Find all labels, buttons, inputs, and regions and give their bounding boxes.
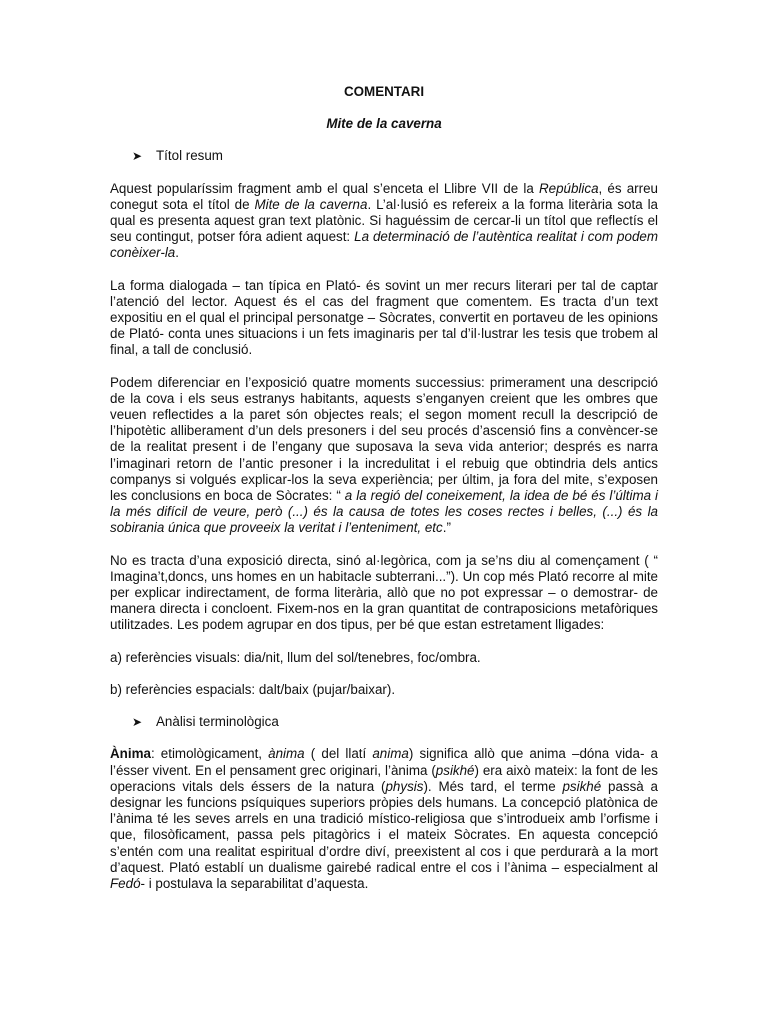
text-run: Fedó (110, 875, 141, 891)
text-run: , és arreu conegut sota el títol de (110, 180, 658, 212)
paragraph-anima (110, 746, 658, 892)
text-run: Mite de la caverna (254, 196, 368, 212)
text-run: No es tracta d’una exposició directa, sinó al·legòrica, com ja se’ns diu al començament ( “ Imagina’t,doncs, uns homes en un habitacle subterrani...”). Un cop més Plató recorre al mite per explicar indirectament, de forma literària, allò que no pot expressar – o demostrar- de manera directa i concloent. Fixem-nos en la gran quantitat de contraposicions metafòriques utilitzades. Les podem agrupar en dos tipus, per bé que estan estretament lligades: (110, 552, 658, 633)
arrow-bullet-icon: ➤ (132, 715, 143, 730)
document-title: COMENTARI (343, 84, 425, 99)
paragraph-4 (110, 553, 658, 634)
text-run: psikhé (562, 778, 602, 794)
text-run: ànima (268, 746, 305, 762)
paragraph-2 (110, 278, 658, 359)
text-run: Podem diferenciar en l’exposició quatre moments successius: primerament una descripció de la cova i els seus estranys habitants, aquests s’enganyen creient que les ombres que veuen reflectides a la paret són objectes reals; el segon moment recull la descripció de l’hipotètic alliberament d’un dels presoners i del seu procés d’ascensió fins a convèncer-se de la realitat present i de l’engany que suposava la seva vida anterior; després es narra l’imaginari retorn de l’antic presoner i la incredulitat i el rebuig que obtindria dels antics companys si volgués explicar-los la seva experiència; per últim, ja fora del mite, s’exposen les conclusions en boca de Sòcrates: “ (110, 374, 658, 504)
text-run: .” (442, 520, 451, 536)
text-run: - i postulava la separabilitat d’aquesta. (140, 875, 369, 891)
text-run: ) significa allò que anima –dóna vida- a l’ésser vivent. En el pensament grec originari, l’ànima ( (110, 746, 658, 778)
text-run: . (175, 245, 179, 261)
paragraph-3 (110, 375, 658, 537)
section-heading-title-summary (132, 148, 658, 164)
section-heading-terminology (132, 714, 658, 730)
text-run: La forma dialogada – tan típica en Plató- és sovint un mer recurs literari per tal de captar l’atenció del lector. Aquest és el cas del fragment que comentem. Es tracta d’un text expositiu en el qual el principal personatge – Sòcrates, convertit en portaveu de les opinions de Plató- conta unes situacions i un fets imaginaris per tal d’il·lustrar les tesis que trobem al final, a tall de conclusió. (110, 277, 658, 358)
text-run: psikhé (435, 762, 475, 778)
text-run: Ànima (110, 746, 151, 762)
text-run: a la regió del coneixement, la idea de bé és l’última i la més difícil de veure, però (...) és la causa de totes les coses rectes i belles, (...) és la sobirania única que proveeix la veritat i l’enteniment, etc (110, 488, 658, 536)
text-run: Aquest popularíssim fragment amb el qual s’enceta el Llibre VII de la (110, 180, 539, 196)
text-run: ) era això mateix: la font de les operacions vitals dels éssers de la natura ( (110, 762, 658, 794)
text-run: República (538, 180, 599, 196)
text-run: physis (385, 778, 424, 794)
text-run: anima (372, 746, 409, 762)
text-run: : etimològicament, (150, 746, 269, 762)
text-run: ( del llatí (304, 746, 373, 762)
text-run: a) referències visuals: dia/nit, llum del sol/tenebres, foc/ombra. (110, 649, 481, 665)
document-subtitle: Mite de la caverna (326, 116, 442, 132)
text-run: La determinació de l’autèntica realitat i com podem conèixer-la (110, 229, 658, 261)
paragraph-spatial-references (110, 682, 658, 698)
text-run: passà a designar les funcions psíquiques superiors pròpies dels humans. La concepció platònica de l’ànima té les seves arrels en una tradició místico-religiosa que s’introdueix amb l’orfisme i que, filosòficament, passa pels pitagòrics i el mateix Sòcrates. En aquesta concepció s’entén com una realitat espiritual d’ordre diví, preexistent al cos i que perdurarà a la mort d’aquest. Plató establí un dualisme gairebé radical entre el cos i l’ànima – especialment al (110, 778, 658, 875)
paragraph-visual-references (110, 650, 658, 666)
arrow-bullet-icon: ➤ (132, 149, 143, 164)
paragraph-1 (110, 181, 658, 262)
text-run: ). Més tard, el terme (423, 778, 563, 794)
text-run: . L’al·lusió es refereix a la forma literària sota la qual es presenta aquest gran text platònic. Si haguéssim de cercar-li un títol que reflectís el seu contingut, potser fóra adient aquest: (110, 196, 659, 245)
text-run: b) referències espacials: dalt/baix (pujar/baixar). (110, 681, 396, 697)
section-heading-label: Anàlisi terminològica (156, 714, 279, 730)
section-heading-label: Títol resum (156, 148, 223, 164)
